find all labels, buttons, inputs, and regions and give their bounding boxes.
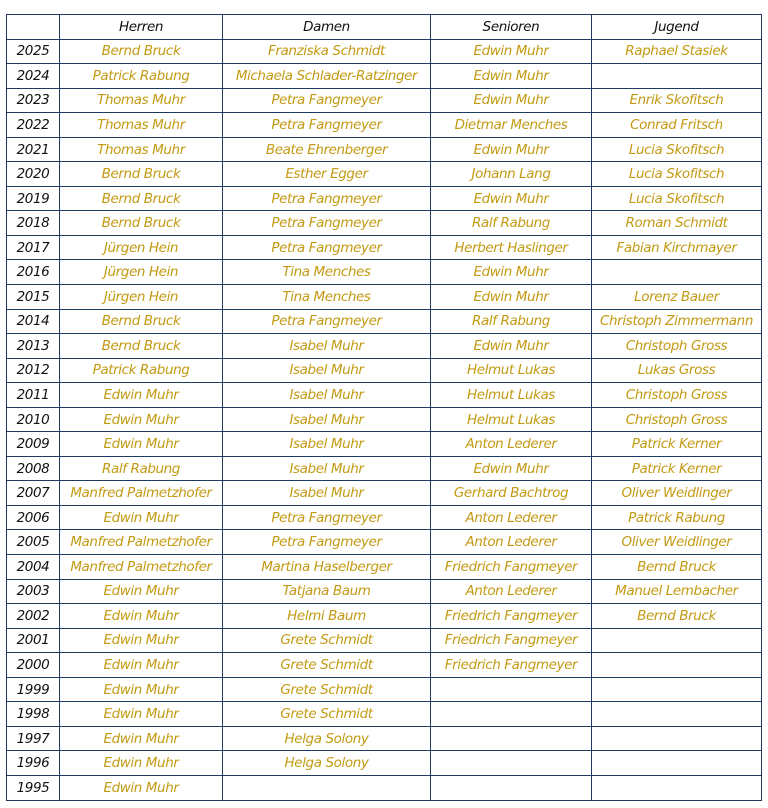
damen-cell: Petra Fangmeyer: [223, 186, 431, 211]
herren-cell: Manfred Palmetzhofer: [60, 555, 223, 580]
jugend-cell: Patrick Kerner: [592, 456, 762, 481]
damen-cell: Helga Solony: [223, 726, 431, 751]
champions-table: [6, 14, 762, 801]
table-row: [7, 162, 762, 187]
year-cell: 2009: [7, 432, 60, 457]
herren-cell: Edwin Muhr: [60, 702, 223, 727]
senioren-cell: Edwin Muhr: [431, 88, 592, 113]
damen-cell: Esther Egger: [223, 162, 431, 187]
herren-cell: Edwin Muhr: [60, 653, 223, 678]
table-row: [7, 702, 762, 727]
damen-cell: Martina Haselberger: [223, 555, 431, 580]
jugend-cell: Christoph Gross: [592, 334, 762, 359]
jugend-cell: [592, 751, 762, 776]
damen-cell: Helga Solony: [223, 751, 431, 776]
jugend-cell: [592, 64, 762, 89]
damen-cell: Petra Fangmeyer: [223, 113, 431, 138]
year-cell: 2016: [7, 260, 60, 285]
jugend-cell: Oliver Weidlinger: [592, 481, 762, 506]
jugend-cell: Christoph Gross: [592, 407, 762, 432]
table-row: [7, 309, 762, 334]
table-row: [7, 383, 762, 408]
damen-cell: Isabel Muhr: [223, 432, 431, 457]
senioren-cell: Ralf Rabung: [431, 309, 592, 334]
header-herren: Herren: [60, 15, 223, 40]
jugend-cell: [592, 702, 762, 727]
damen-cell: Petra Fangmeyer: [223, 505, 431, 530]
jugend-cell: Manuel Lembacher: [592, 579, 762, 604]
herren-cell: Jürgen Hein: [60, 235, 223, 260]
year-cell: 2023: [7, 88, 60, 113]
header-damen: Damen: [223, 15, 431, 40]
herren-cell: Edwin Muhr: [60, 432, 223, 457]
jugend-cell: Patrick Rabung: [592, 505, 762, 530]
header-year: [7, 15, 60, 40]
year-cell: 2002: [7, 604, 60, 629]
senioren-cell: Edwin Muhr: [431, 137, 592, 162]
table-row: [7, 113, 762, 138]
jugend-cell: Conrad Fritsch: [592, 113, 762, 138]
senioren-cell: Edwin Muhr: [431, 186, 592, 211]
herren-cell: Thomas Muhr: [60, 88, 223, 113]
senioren-cell: Friedrich Fangmeyer: [431, 653, 592, 678]
table-row: [7, 64, 762, 89]
herren-cell: Edwin Muhr: [60, 383, 223, 408]
senioren-cell: [431, 726, 592, 751]
herren-cell: Patrick Rabung: [60, 64, 223, 89]
jugend-cell: Patrick Kerner: [592, 432, 762, 457]
jugend-cell: Roman Schmidt: [592, 211, 762, 236]
damen-cell: Grete Schmidt: [223, 628, 431, 653]
herren-cell: Edwin Muhr: [60, 677, 223, 702]
table-row: [7, 579, 762, 604]
senioren-cell: Herbert Haslinger: [431, 235, 592, 260]
herren-cell: Bernd Bruck: [60, 39, 223, 64]
year-cell: 2008: [7, 456, 60, 481]
year-cell: 2001: [7, 628, 60, 653]
senioren-cell: [431, 775, 592, 800]
year-cell: 2012: [7, 358, 60, 383]
senioren-cell: Friedrich Fangmeyer: [431, 555, 592, 580]
table-row: [7, 604, 762, 629]
herren-cell: Manfred Palmetzhofer: [60, 530, 223, 555]
senioren-cell: Anton Lederer: [431, 432, 592, 457]
senioren-cell: Anton Lederer: [431, 505, 592, 530]
damen-cell: Petra Fangmeyer: [223, 309, 431, 334]
herren-cell: Edwin Muhr: [60, 505, 223, 530]
table-row: [7, 358, 762, 383]
jugend-cell: Bernd Bruck: [592, 604, 762, 629]
table-row: [7, 285, 762, 310]
year-cell: 2005: [7, 530, 60, 555]
damen-cell: Grete Schmidt: [223, 702, 431, 727]
table-header-row: [7, 15, 762, 40]
year-cell: 2003: [7, 579, 60, 604]
jugend-cell: Lucia Skofitsch: [592, 162, 762, 187]
jugend-cell: [592, 726, 762, 751]
damen-cell: Petra Fangmeyer: [223, 211, 431, 236]
year-cell: 2004: [7, 555, 60, 580]
herren-cell: Patrick Rabung: [60, 358, 223, 383]
damen-cell: [223, 775, 431, 800]
year-cell: 1999: [7, 677, 60, 702]
jugend-cell: Fabian Kirchmayer: [592, 235, 762, 260]
table-row: [7, 211, 762, 236]
table-row: [7, 407, 762, 432]
year-cell: 2011: [7, 383, 60, 408]
jugend-cell: [592, 677, 762, 702]
year-cell: 2021: [7, 137, 60, 162]
table-row: [7, 432, 762, 457]
year-cell: 2022: [7, 113, 60, 138]
damen-cell: Isabel Muhr: [223, 407, 431, 432]
damen-cell: Tina Menches: [223, 285, 431, 310]
table-row: [7, 260, 762, 285]
table-row: [7, 775, 762, 800]
herren-cell: Bernd Bruck: [60, 309, 223, 334]
year-cell: 2015: [7, 285, 60, 310]
senioren-cell: [431, 751, 592, 776]
senioren-cell: Dietmar Menches: [431, 113, 592, 138]
senioren-cell: Helmut Lukas: [431, 383, 592, 408]
senioren-cell: Edwin Muhr: [431, 64, 592, 89]
jugend-cell: Enrik Skofitsch: [592, 88, 762, 113]
herren-cell: Jürgen Hein: [60, 285, 223, 310]
jugend-cell: [592, 260, 762, 285]
senioren-cell: Edwin Muhr: [431, 456, 592, 481]
damen-cell: Tina Menches: [223, 260, 431, 285]
table-row: [7, 628, 762, 653]
senioren-cell: Johann Lang: [431, 162, 592, 187]
table-row: [7, 555, 762, 580]
damen-cell: Grete Schmidt: [223, 653, 431, 678]
table-row: [7, 137, 762, 162]
year-cell: 2006: [7, 505, 60, 530]
damen-cell: Beate Ehrenberger: [223, 137, 431, 162]
senioren-cell: Edwin Muhr: [431, 260, 592, 285]
jugend-cell: Lukas Gross: [592, 358, 762, 383]
table-row: [7, 481, 762, 506]
damen-cell: Petra Fangmeyer: [223, 88, 431, 113]
jugend-cell: Lucia Skofitsch: [592, 137, 762, 162]
jugend-cell: Christoph Gross: [592, 383, 762, 408]
year-cell: 2014: [7, 309, 60, 334]
year-cell: 1998: [7, 702, 60, 727]
table-row: [7, 505, 762, 530]
senioren-cell: Edwin Muhr: [431, 334, 592, 359]
damen-cell: Helmi Baum: [223, 604, 431, 629]
year-cell: 1997: [7, 726, 60, 751]
table-row: [7, 186, 762, 211]
jugend-cell: [592, 775, 762, 800]
year-cell: 1996: [7, 751, 60, 776]
jugend-cell: Lucia Skofitsch: [592, 186, 762, 211]
herren-cell: Bernd Bruck: [60, 211, 223, 236]
year-cell: 2000: [7, 653, 60, 678]
table-body: [7, 39, 762, 800]
damen-cell: Isabel Muhr: [223, 334, 431, 359]
jugend-cell: [592, 628, 762, 653]
year-cell: 2018: [7, 211, 60, 236]
table-row: [7, 235, 762, 260]
damen-cell: Isabel Muhr: [223, 358, 431, 383]
year-cell: 2017: [7, 235, 60, 260]
damen-cell: Tatjana Baum: [223, 579, 431, 604]
herren-cell: Edwin Muhr: [60, 726, 223, 751]
herren-cell: Bernd Bruck: [60, 162, 223, 187]
herren-cell: Thomas Muhr: [60, 113, 223, 138]
year-cell: 2020: [7, 162, 60, 187]
table-row: [7, 88, 762, 113]
senioren-cell: Helmut Lukas: [431, 407, 592, 432]
damen-cell: Michaela Schlader-Ratzinger: [223, 64, 431, 89]
herren-cell: Bernd Bruck: [60, 186, 223, 211]
senioren-cell: Friedrich Fangmeyer: [431, 628, 592, 653]
damen-cell: Franziska Schmidt: [223, 39, 431, 64]
jugend-cell: Lorenz Bauer: [592, 285, 762, 310]
herren-cell: Edwin Muhr: [60, 407, 223, 432]
table-row: [7, 334, 762, 359]
year-cell: 2010: [7, 407, 60, 432]
herren-cell: Bernd Bruck: [60, 334, 223, 359]
table-row: [7, 726, 762, 751]
header-jugend: Jugend: [592, 15, 762, 40]
jugend-cell: Raphael Stasiek: [592, 39, 762, 64]
year-cell: 2025: [7, 39, 60, 64]
table-row: [7, 530, 762, 555]
herren-cell: Thomas Muhr: [60, 137, 223, 162]
header-senioren: Senioren: [431, 15, 592, 40]
damen-cell: Isabel Muhr: [223, 456, 431, 481]
table-row: [7, 456, 762, 481]
damen-cell: Petra Fangmeyer: [223, 235, 431, 260]
year-cell: 2013: [7, 334, 60, 359]
jugend-cell: Oliver Weidlinger: [592, 530, 762, 555]
herren-cell: Edwin Muhr: [60, 628, 223, 653]
senioren-cell: Anton Lederer: [431, 579, 592, 604]
herren-cell: Jürgen Hein: [60, 260, 223, 285]
damen-cell: Isabel Muhr: [223, 383, 431, 408]
herren-cell: Ralf Rabung: [60, 456, 223, 481]
table-row: [7, 653, 762, 678]
senioren-cell: Edwin Muhr: [431, 285, 592, 310]
senioren-cell: Gerhard Bachtrog: [431, 481, 592, 506]
year-cell: 2007: [7, 481, 60, 506]
senioren-cell: Ralf Rabung: [431, 211, 592, 236]
herren-cell: Edwin Muhr: [60, 751, 223, 776]
table-row: [7, 677, 762, 702]
senioren-cell: Friedrich Fangmeyer: [431, 604, 592, 629]
senioren-cell: [431, 677, 592, 702]
herren-cell: Edwin Muhr: [60, 579, 223, 604]
damen-cell: Grete Schmidt: [223, 677, 431, 702]
table-row: [7, 751, 762, 776]
year-cell: 2024: [7, 64, 60, 89]
year-cell: 2019: [7, 186, 60, 211]
herren-cell: Manfred Palmetzhofer: [60, 481, 223, 506]
jugend-cell: Christoph Zimmermann: [592, 309, 762, 334]
senioren-cell: Helmut Lukas: [431, 358, 592, 383]
senioren-cell: [431, 702, 592, 727]
table-row: [7, 39, 762, 64]
senioren-cell: Anton Lederer: [431, 530, 592, 555]
damen-cell: Petra Fangmeyer: [223, 530, 431, 555]
year-cell: 1995: [7, 775, 60, 800]
jugend-cell: [592, 653, 762, 678]
jugend-cell: Bernd Bruck: [592, 555, 762, 580]
senioren-cell: Edwin Muhr: [431, 39, 592, 64]
herren-cell: Edwin Muhr: [60, 604, 223, 629]
herren-cell: Edwin Muhr: [60, 775, 223, 800]
damen-cell: Isabel Muhr: [223, 481, 431, 506]
